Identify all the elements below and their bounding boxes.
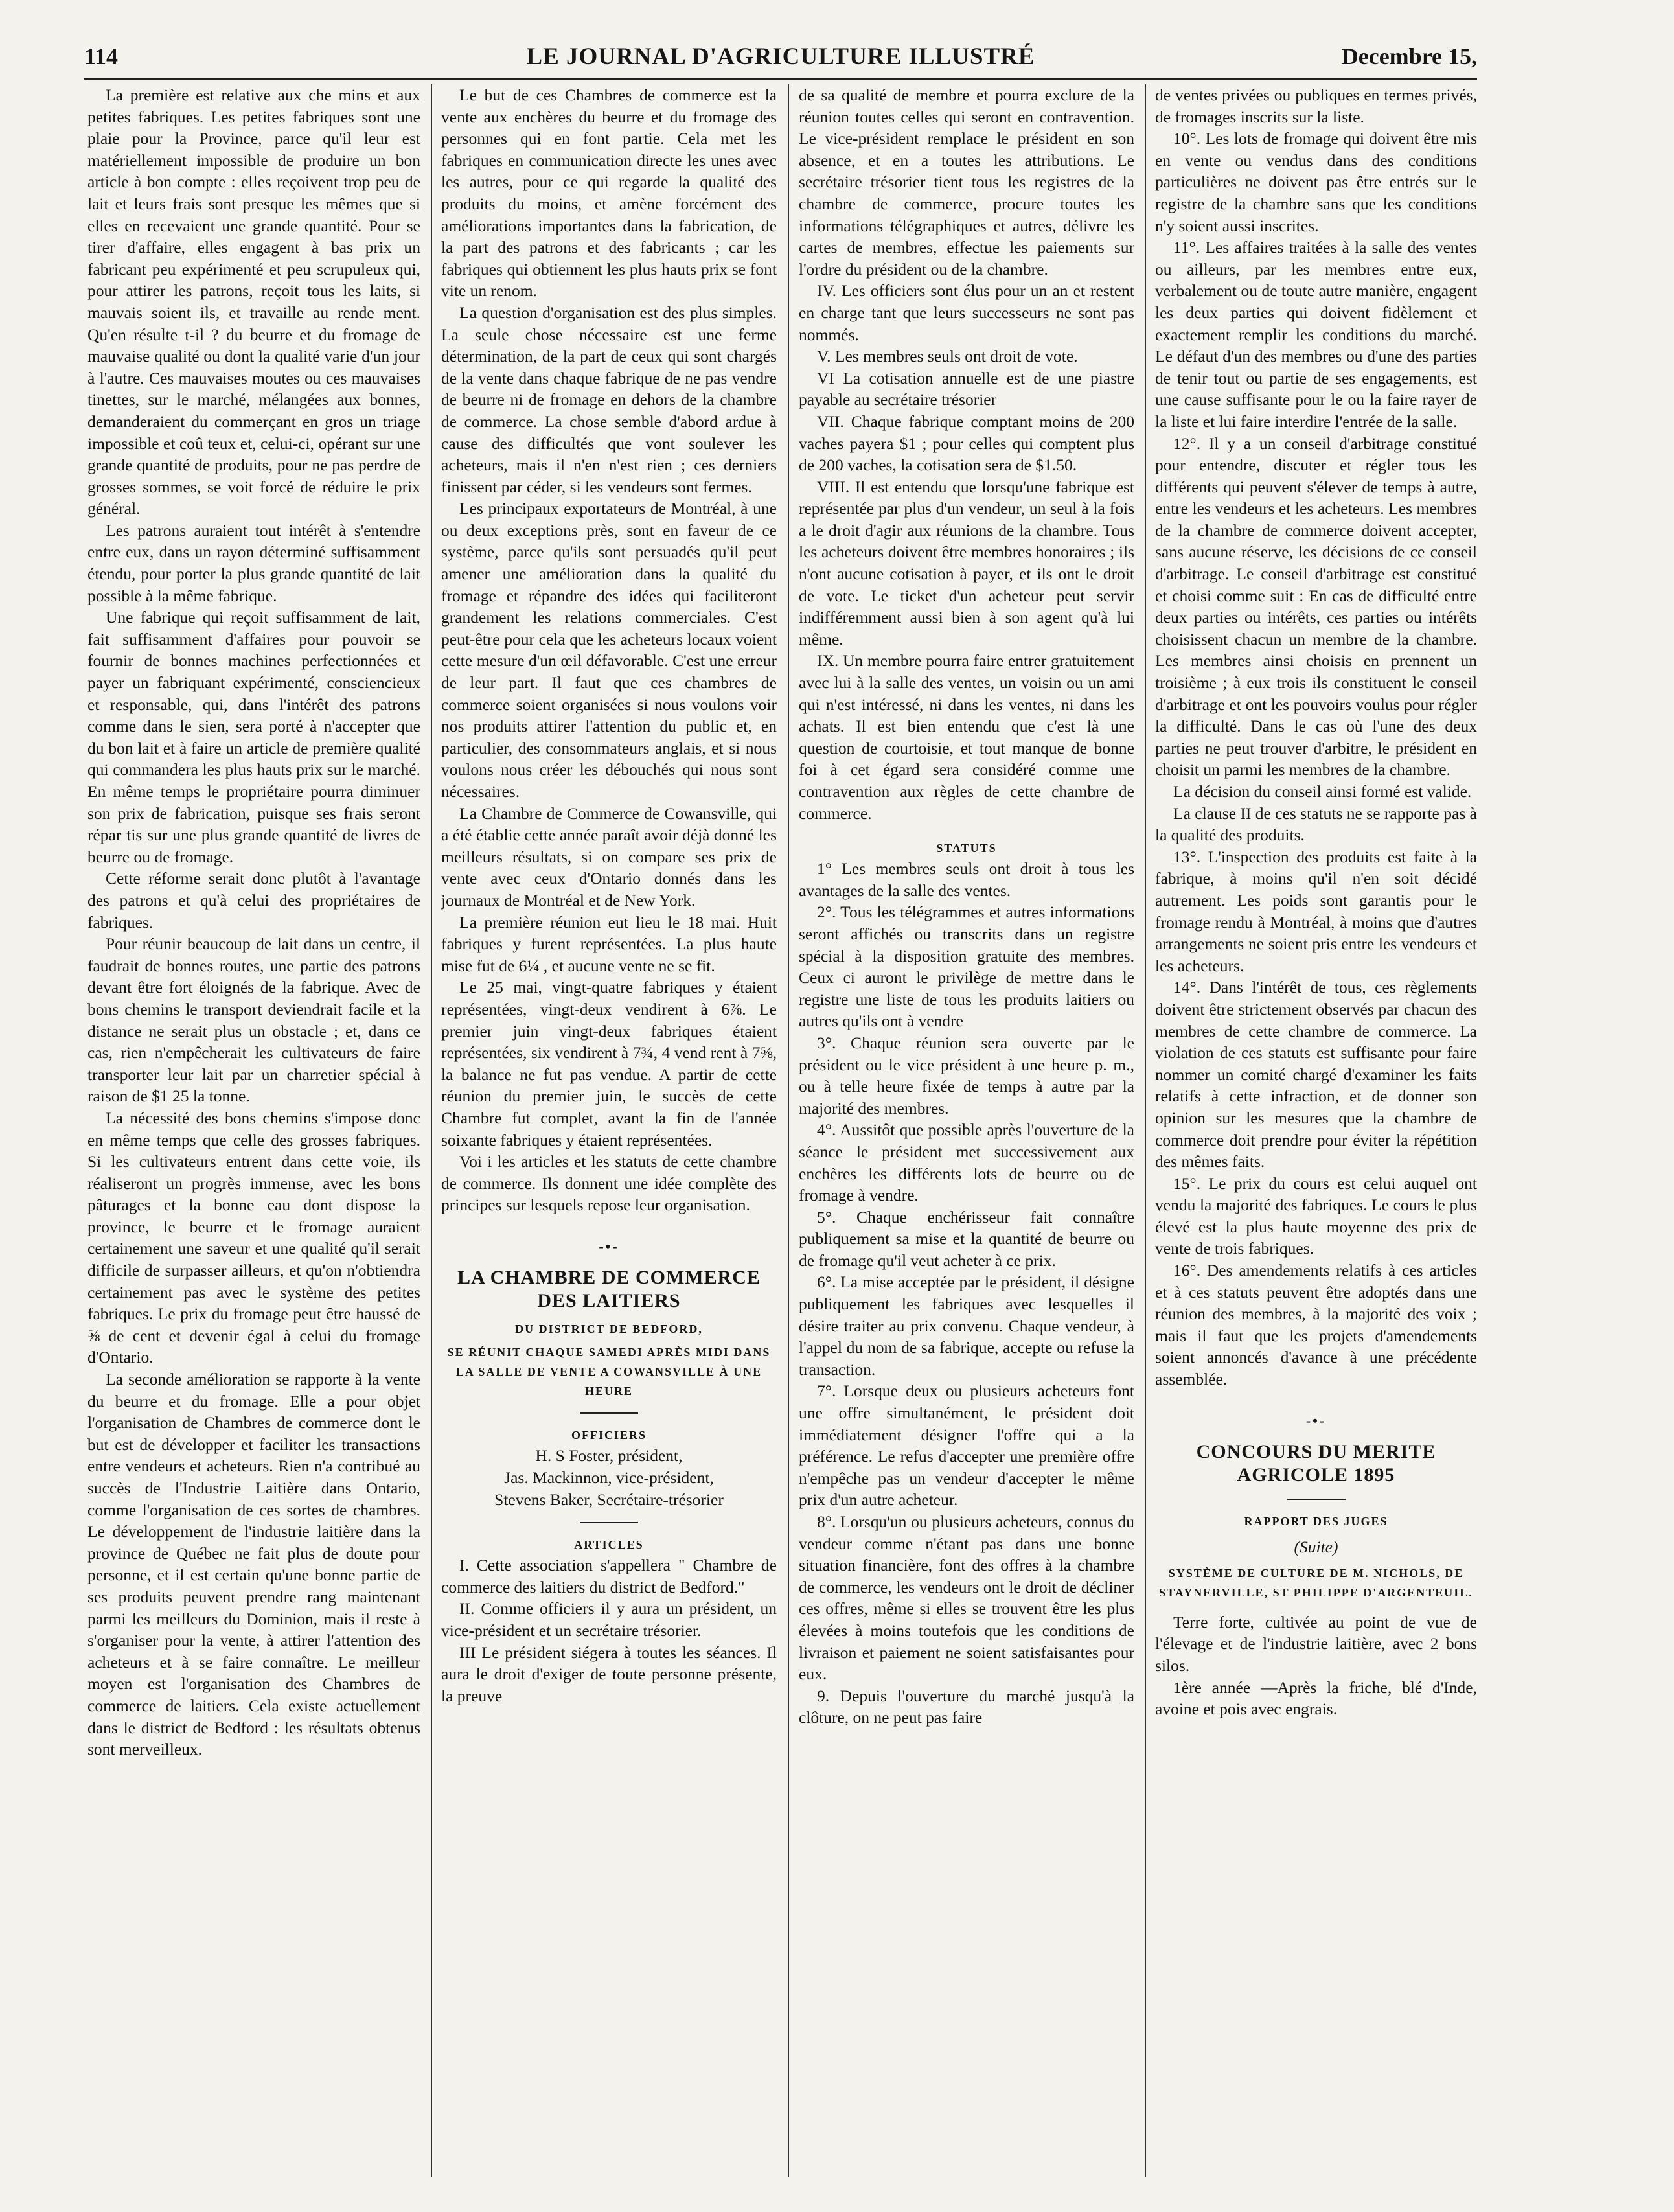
page-header	[84, 38, 1477, 76]
paragraph: La Chambre de Commerce de Cowansville, qui a été établie cette année paraît avoir déjà donné les meilleurs résultats, si on compare ses prix de vente avec ceux d'Ontario donnés dans les journaux de Montréal et de New York.	[441, 803, 777, 910]
separator-rule	[1287, 1499, 1346, 1500]
officer-line: H. S Foster, président,	[535, 1446, 683, 1466]
article-clause: III Le président siégera à toutes les séances. Il aura le droit d'exiger de toute personne présente, la preuve	[441, 1642, 777, 1705]
column-1	[87, 84, 420, 2177]
header-rule	[84, 78, 1477, 80]
column-2	[441, 84, 777, 2177]
paragraph: Voi i les articles et les statuts de cette chambre de commerce. Ils donnent une idée complète des principes sur lesquels repose leur organisation.	[441, 1152, 777, 1215]
section-heading: LA CHAMBRE DE COMMERCE DES LAITIERS	[457, 1267, 761, 1312]
paragraph: La décision du conseil ainsi formé est valide.	[1173, 782, 1472, 801]
section-heading: CONCOURS DU MERITE AGRICOLE 1895	[1196, 1441, 1436, 1486]
section-ornament: -•-	[599, 1238, 619, 1254]
paragraph: Pour réunir beaucoup de lait dans un centre, il faudrait de bonnes routes, une partie des patrons devant être fort éloignés de la fabrique. Avec de bons chemins le transport deviendrait facile et la distance ne serait plus un obstacle ; et, dans ce cas, rien n'empêcherait les cultivateurs de faire transporter leur lait par un charretier spécial à raison de $1 25 la tonne.	[87, 934, 420, 1106]
statute-clause: 8°. Lorsqu'un ou plusieurs acheteurs, connus du vendeur comme n'étant pas dans une bonne situation financière, font des offres à la chambre de commerce, les vendeurs ont le droit de décliner ces offres, même si elles se trouvent être les plus élevées à moins toutefois que les conditions de livraison et paiement ne soient satisfaisantes pour eux.	[799, 1512, 1134, 1684]
page-number: 114	[84, 43, 119, 69]
statute-clause: 14°. Dans l'intérêt de tous, ces règlements doivent être strictement observés par chacun des membres de cette chambre de commerce. La violation de ces statuts est suffisante pour faire nommer un comité chargé d'examiner les faits relatifs à cette infraction, et de donner son opinion sur les mesures que la chambre de commerce doit prendre pour éviter la répétition des mêmes faits.	[1155, 978, 1477, 1171]
section-ornament: -•-	[1305, 1412, 1327, 1429]
district-line: DU DISTRICT DE BEDFORD,	[515, 1322, 703, 1336]
paragraph: de ventes privées ou publiques en termes privés, de fromages inscrits sur la liste.	[1155, 86, 1477, 126]
statuts-title: STATUTS	[936, 842, 997, 855]
statute-clause: 10°. Les lots de fromage qui doivent être mis en vente ou vendus dans des conditions particulières ne doivent pas être entrés sur le registre de la chambre sans que les conditions n'y soient aussi inscrites.	[1155, 129, 1477, 235]
officer-line: Stevens Baker, Secrétaire-trésorier	[494, 1490, 724, 1509]
statute-clause: 5°. Chaque enchérisseur fait connaître publiquement sa mise et la quantité de beurre ou de fromage qu'il veut acheter à ce prix.	[799, 1207, 1134, 1270]
paragraph: de sa qualité de membre et pourra exclure de la réunion toutes celles qui seront en contravention. Le vice-président remplace le président en son absence, et en a toutes les attributions. Le secrétaire trésorier tient tous les registres de la chambre de commerce, procure toutes les informations télégraphiques et autres, délivre les cartes de membres, effectue les paiements sur l'ordre du président ou de la chambre.	[799, 86, 1134, 279]
paragraph: La question d'organisation est des plus simples. La seule chose nécessaire est une ferme détermination, de la part de ceux qui sont chargés de la vente dans chaque fabrique de ne pas vendre de beurre ni de fromage en dehors de la chambre de commerce. La chose semble d'abord ardue à cause des difficultés que vont soulever les acheteurs, mais il n'en n'est rien ; ces derniers finissent par céder, si les vendeurs sont fermes.	[441, 303, 777, 496]
statute-clause: 6°. La mise acceptée par le président, il désigne publiquement les fabriques avec lesquelles il désire traiter au prix convenu. Chaque vendeur, à l'appel du nom de sa fabrique, accepte ou refuse la transaction.	[799, 1273, 1134, 1379]
paragraph: IV. Les officiers sont élus pour un an et restent en charge tant que leurs successeurs ne sont pas nommés.	[799, 281, 1134, 344]
article-columns	[87, 84, 1477, 2177]
paragraph: Le 25 mai, vingt-quatre fabriques y étaient représentées, vingt-deux vendirent à 6⅞. Le premier juin vingt-deux fabriques étaient représentées, six vendirent à 7¾, 4 vend rent à 7⅝, la balance ne fut pas vendue. A partir de cette réunion du premier juin, le succès de cette Chambre fut complet, avant la fin de l'année soixante fabriques y étaient représentées.	[441, 978, 777, 1149]
column-4	[1155, 84, 1477, 2177]
statute-clause: 13°. L'inspection des produits est faite à la fabrique, à moins qu'il n'en soit décidé autrement. Les poids sont garantis pour le fromage rendu à Montréal, à moins que d'autres arrangements ne soient pris entre les vendeurs et les acheteurs.	[1155, 847, 1477, 975]
statute-clause: 11°. Les affaires traitées à la salle des ventes ou ailleurs, par les membres entre eux, verbalement ou de toute autre manière, engagent les deux parties qui doivent fidèlement et exactement remplir les conditions du marché. Le défaut d'un des membres ou d'une des parties de tenir tout ou partie de ses engagements, est une cause suffisante pour le ou la faire rayer de la liste et lui faire interdire l'entrée de la salle.	[1155, 238, 1477, 431]
paragraph: Les principaux exportateurs de Montréal, à une ou deux exceptions près, sont en faveur de ce système, parce qu'ils sont persuadés qu'il peut amener une amélioration dans la qualité du fromage et répandre des idées qui faciliteront grandement les relations commerciales. C'est peut-être pour cela que les acheteurs locaux voient cette mesure d'un œil défavorable. C'est une erreur de leur part. Il faut que ces chambres de commerce soient organisées si nous voulons voir nos produits attirer l'attention du public et, en particulier, des consommateurs anglais, et si nous voulons nous créer les débouchés qui nous sont nécessaires.	[441, 499, 777, 801]
statute-clause: 16°. Des amendements relatifs à ces articles et à ces statuts peuvent être adoptés dans une réunion des membres, à la majorité des voix ; mais il faut que les projets d'amendements soient annoncés d'avance à une précédente assemblée.	[1155, 1261, 1477, 1389]
paragraph: Terre forte, cultivée au point de vue de l'élevage et de l'industrie laitière, avec 2 bons silos.	[1155, 1612, 1477, 1675]
statute-clause: 3°. Chaque réunion sera ouverte par le président ou le vice président à une heure p. m., ou à telle heure fixée de temps à autre par la majorité des membres.	[799, 1033, 1134, 1118]
statute-clause: 4°. Aussitôt que possible après l'ouverture de la séance le président met successivement aux enchères les différents lots de beurre ou de fromage à vendre.	[799, 1120, 1134, 1205]
statute-clause: 2°. Tous les télégrammes et autres informations seront affichés ou transcrits dans un registre spécial à la disposition gratuite des membres. Ceux ci auront le privilège de mettre dans le registre une liste de tous les produits laitiers ou autres qu'ils ont à vendre	[799, 903, 1134, 1031]
separator-rule	[580, 1522, 638, 1523]
separator-rule	[580, 1412, 638, 1414]
statute-clause: 1° Les membres seuls ont droit à tous les avantages de la salle des ventes.	[799, 859, 1134, 900]
paragraph: La clause II de ces statuts ne se rapporte pas à la qualité des produits.	[1155, 803, 1477, 845]
report-title: RAPPORT DES JUGES	[1244, 1515, 1388, 1528]
paragraph: Cette réforme serait donc plutôt à l'avantage des patrons et qu'à celui des propriétaires de fabriques.	[87, 869, 420, 932]
paragraph: IX. Un membre pourra faire entrer gratuitement avec lui à la salle des ventes, un voisin ou un ami qui n'est intéressé, ni dans les ventes, ni dans les achats. Il est bien entendu que c'est là une question de courtoisie, et tout manque de bonne foi à cet égard sera considéré comme une contravention aux règles de cette chambre de commerce.	[799, 651, 1134, 823]
paragraph: La première réunion eut lieu le 18 mai. Huit fabriques y furent représentées. La plus haute mise fut de 6¼ , et aucune vente ne se fit.	[441, 912, 777, 975]
paragraph: Le but de ces Chambres de commerce est la vente aux enchères du beurre et du fromage des personnes qui en font partie. Cela met les fabriques en communication directe les unes avec les autres, pour ce qui regarde la qualité des produits du moins, et amène forcément des améliorations importantes dans la fabrication, de la part des patrons et des fabricants ; car les fabriques qui obtiennent les plus hauts prix se font vite un renom.	[441, 86, 777, 301]
paragraph: 1ère année —Après la friche, blé d'Inde, avoine et pois avec engrais.	[1155, 1677, 1477, 1719]
paragraph: La seconde amélioration se rapporte à la vente du beurre et du fromage. Elle a pour objet l'organisation de Chambres de commerce dont le but est de développer et faciliter les transactions entre vendeurs et acheteurs. Rien n'a contribué au succès de l'Industrie Laitière dans Ontario, comme l'organisation de ces sortes de chambres. Le développement de l'industrie laitière dans la province de Québec ne fait plus de doute pour personne, et il est certain qu'une bonne partie de ses produits peuvent prendre rang maintenant parmi les meilleurs du Dominion, mais il reste à s'organiser pour la vente, à attirer l'attention des acheteurs et à se faire connaître. Le meilleur moyen est l'organisation des Chambres de commerce de laitiers. Cela existe actuellement dans le district de Bedford : les résultats obtenus sont merveilleux.	[87, 1370, 420, 1759]
articles-title: ARTICLES	[574, 1538, 644, 1552]
continued-label: (Suite)	[1294, 1538, 1338, 1557]
column-3	[799, 84, 1134, 2177]
paragraph: VIII. Il est entendu que lorsqu'une fabrique est représentée par plus d'un vendeur, un seul à la fois a le droit d'agir aux réunions de la chambre. Tous les acheteurs doivent être membres honoraires ; ils n'ont aucune cotisation à payer, et ils ont le droit de vote. Le ticket d'un acheteur peut servir indifféremment aussi bien à son agent qu'à lui même.	[799, 477, 1134, 649]
statute-clause: 12°. Il y a un conseil d'arbitrage constitué pour entendre, discuter et régler tous les différents qui peuvent s'élever de temps à autre, entre les vendeurs et les acheteurs. Les membres de la chambre de commerce doivent accepter, sans aucune réserve, les décisions de ce conseil d'arbitrage. Le conseil d'arbitrage est constitué et choisi comme suit : En cas de difficulté entre deux parties ou intérêts, ces parties ou intérêts choisissent chacun un membre de la chambre. Les membres ainsi choisis en prennent un troisième ; à eux trois ils constituent le conseil d'arbitrage et ont les pouvoirs voulus pour régler la difficulté. Dans le cas où l'une des deux parties ne peut trouver d'arbitre, le président en choisit un parmi les membres de la chambre.	[1155, 433, 1477, 779]
paragraph: La première est relative aux che mins et aux petites fabriques. Les petites fabriques sont une plaie pour la Province, parce qu'il leur est matériellement impossible de produire un bon article à bon compte : elles reçoivent trop peu de lait et leurs frais sont presque les mêmes que si elles en recevaient une grande quantité. Pour se tirer d'affaire, elles engagent à bas prix un fabricant peu expérimenté et peu scrupuleux qui, pour attirer les patrons, reçoit tous les laits, si mauvais soient ils, et travaille au rende ment. Qu'en résulte t-il ? du beurre et du fromage de mauvaise qualité ou dont la qualité varie d'un jour à l'autre. Ces mauvaises moutes ou ces mauvaises tinettes, sur le marché, mélangées aux bonnes, demanderaient du commerçant en gros un triage impossible et coû teux et, celui-ci, opérant sur une grande quantité de produits, pour ne pas perdre de grosses sommes, se voit forcé de réduire le prix général.	[87, 86, 420, 518]
farm-system-title: SYSTÈME DE CULTURE DE M. NICHOLS, DE STAYNERVILLE, ST PHILIPPE D'ARGENTEUIL.	[1159, 1566, 1473, 1599]
meeting-notice: SE RÉUNIT CHAQUE SAMEDI APRÈS MIDI DANS LA SALLE DE VENTE A COWANSVILLE À UNE HEURE	[447, 1346, 771, 1398]
paragraph: V. Les membres seuls ont droit de vote.	[817, 347, 1078, 366]
journal-title: LE JOURNAL D'AGRICULTURE ILLUSTRÉ	[526, 43, 1035, 70]
statute-clause: 9. Depuis l'ouverture du marché jusqu'à la clôture, on ne peut pas faire	[799, 1686, 1134, 1727]
paragraph: VI La cotisation annuelle est de une piastre payable au secrétaire trésorier	[799, 368, 1134, 409]
officer-line: Jas. Mackinnon, vice-président,	[504, 1468, 714, 1488]
statute-clause: 15°. Le prix du cours est celui auquel ont vendu la majorité des fabriques. Le cours le plus élevé est la plus haute moyenne des prix de vente de trois fabriques.	[1155, 1173, 1477, 1258]
paragraph: VII. Chaque fabrique comptant moins de 200 vaches payera $1 ; pour celles qui comptent plus de 200 vaches, la cotisation sera de $1.50.	[799, 411, 1134, 475]
paragraph: La nécessité des bons chemins s'impose donc en même temps que celle des grosses fabriques. Si les cultivateurs entrent dans cette voie, ils réaliseront un progrès immense, avec les bons pâturages et la bonne eau dont dispose la province, le beurre et le fromage auraient certainement une saveur et une qualité qu'il serait difficile de surpasser ailleurs, et qu'on n'obtiendra certainement pas avec le système des petites fabriques. Le prix du fromage peut être haussé de ⅝ de cent et devenir égal à celui du fromage d'Ontario.	[87, 1108, 420, 1367]
paragraph: Une fabrique qui reçoit suffisamment de lait, fait suffisamment d'affaires pour pouvoir se fournir de bonnes machines perfectionnées et payer un fabriquant expérimenté, consciencieux et responsable, qui, dans l'intérêt des patrons comme dans le sien, sera porté à n'accepter que du bon lait et à faire un article de première qualité qui commandera les plus hauts prix sur le marché. En même temps le propriétaire pourra diminuer son prix de fabrication, puisque ses frais seront répar tis sur une plus grande quantité de livres de beurre ou de fromage.	[87, 608, 420, 866]
article-clause: II. Comme officiers il y aura un président, un vice-président et un secrétaire trésorier.	[441, 1599, 777, 1641]
officers-title: OFFICIERS	[571, 1429, 647, 1442]
paragraph: Les patrons auraient tout intérêt à s'entendre entre eux, dans un rayon déterminé suffisamment étendu, pour porter la plus grande quantité de lait possible à la même fabrique.	[87, 520, 420, 605]
statute-clause: 7°. Lorsque deux ou plusieurs acheteurs font une offre simultanément, le président doit immédiatement désigner l'offre qui a la préférence. Le refus d'accepter une première offre n'empêche pas un vendeur d'accepter le même prix d'un autre acheteur.	[799, 1381, 1134, 1510]
article-clause: I. Cette association s'appellera " Chambre de commerce des laitiers du district de Bedford."	[441, 1556, 777, 1596]
issue-date: Decembre 15,	[1341, 43, 1477, 69]
